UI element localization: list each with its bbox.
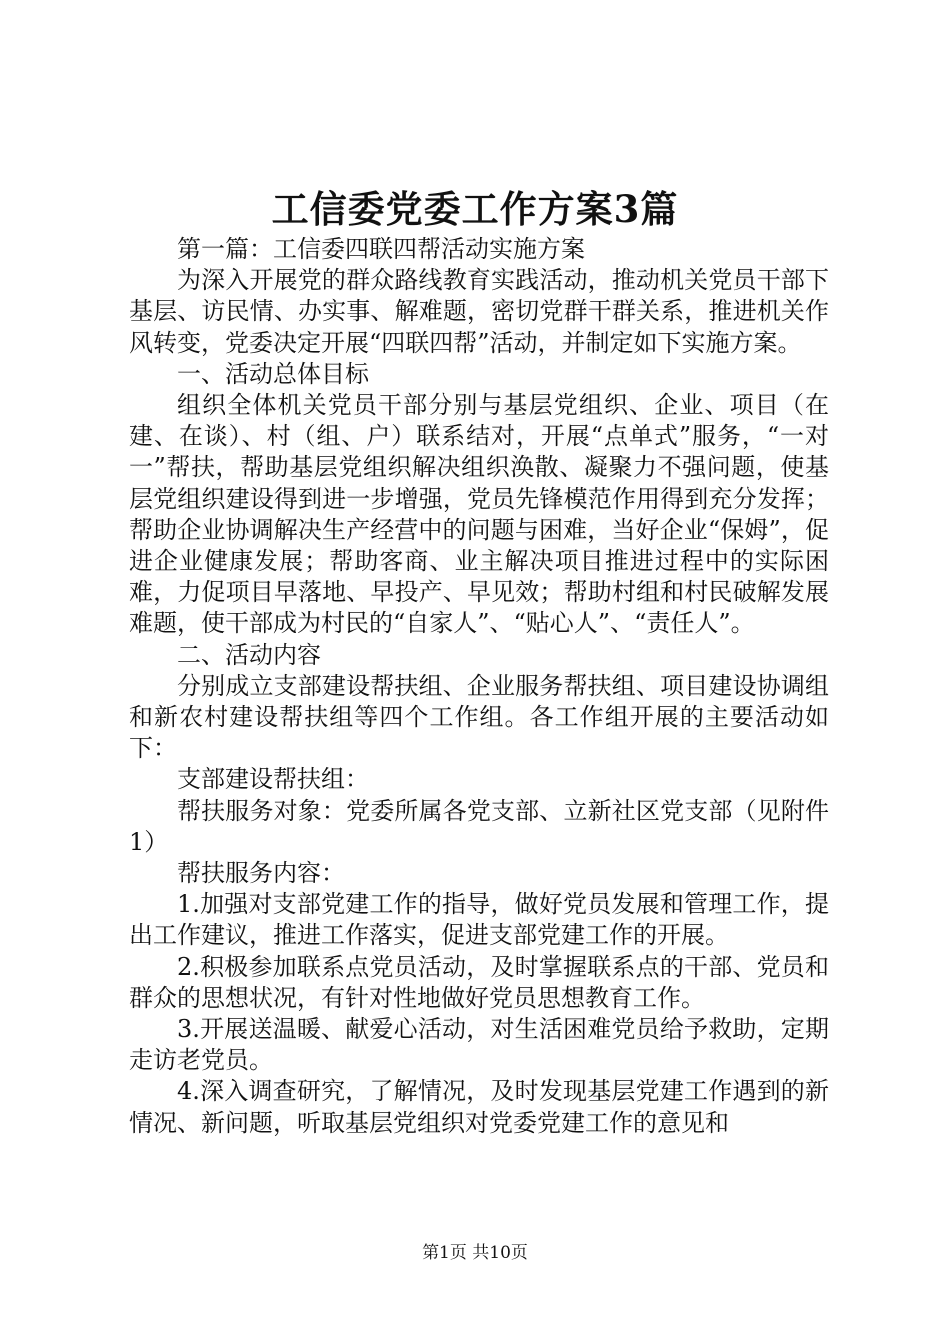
paragraph-2: 为深入开展党的群众路线教育实践活动，推动机关党员干部下基层、访民情、办实事、解难题，密切党群干群关系，推进机关作风转变，党委决定开展“四联四帮”活动，并制定如下实施方案。 [129, 266, 829, 357]
document-title: 工信委党委工作方案3篇 [271, 187, 679, 231]
paragraph-12: 3.开展送温暖、献爱心活动，对生活困难党员给予救助，定期走访老党员。 [129, 1015, 829, 1075]
paragraph-1: 第一篇：工信委四联四帮活动实施方案 [177, 235, 585, 263]
paragraph-9: 帮扶服务内容： [177, 859, 345, 888]
paragraph-6: 分别成立支部建设帮扶组、企业服务帮扶组、项目建设协调组和新农村建设帮扶组等四个工作组。各工作组开展的主要活动如下： [129, 671, 829, 763]
paragraph-7: 支部建设帮扶组： [177, 765, 369, 794]
paragraph-11: 2.积极参加联系点党员活动，及时掌握联系点的干部、党员和群众的思想状况，有针对性地做好党员思想教育工作。 [129, 952, 829, 1012]
paragraph-3: 一、活动总体目标 [177, 359, 369, 388]
paragraph-13: 4.深入调查研究，了解情况，及时发现基层党建工作遇到的新情况、新问题，听取基层党组织对党委党建工作的意见和 [129, 1077, 829, 1137]
document-body [129, 234, 829, 1139]
page-footer: 第1页 共10页 [422, 1243, 528, 1263]
paragraph-4: 组织全体机关党员干部分别与基层党组织、企业、项目（在建、在谈）、村（组、户）联系结对，开展“点单式”服务，“一对一”帮扶，帮助基层党组织解决组织涣散、凝聚力不强问题，使基层党组织建设得到进一步增强，党员先锋模范作用得到充分发挥；帮助企业协调解决生产经营中的问题与困难，当好企业“保姆”，促进企业健康发展；帮助客商、业主解决项目推进过程中的实际困难，力促项目早落地、早投产、早见效；帮助村组和村民破解发展难题，使干部成为村民的“自家人”、“贴心人”、“责任人”。 [129, 391, 829, 638]
paragraph-10: 1.加强对支部党建工作的指导，做好党员发展和管理工作，提出工作建议，推进工作落实，促进支部党建工作的开展。 [129, 890, 829, 950]
paragraph-5: 二、活动内容 [177, 640, 321, 669]
paragraph-8: 帮扶服务对象：党委所属各党支部、立新社区党支部（见附件1） [129, 796, 829, 856]
